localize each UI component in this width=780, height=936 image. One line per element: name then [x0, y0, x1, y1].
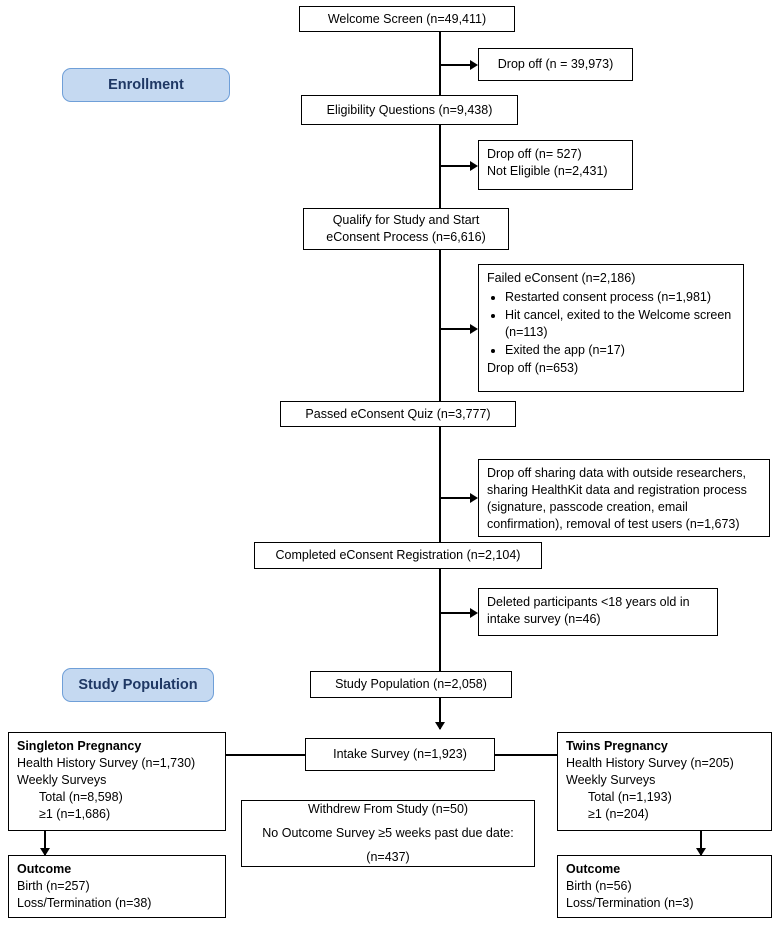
arrowhead-population-to-intake: [435, 722, 445, 730]
branch-dropoff2: [439, 165, 474, 167]
node-failed-econsent-title: Failed eConsent (n=2,186): [487, 271, 636, 285]
node-singleton-pregnancy-line-2: Weekly Surveys: [17, 772, 107, 787]
node-qualify-for-study-line-2: eConsent Process (n=6,616): [326, 230, 486, 244]
arrowhead-dropoff3: [470, 493, 478, 503]
node-deleted-participants-line-2: intake survey (n=46): [487, 611, 601, 626]
node-passed-econsent-quiz-text: Passed eConsent Quiz (n=3,777): [305, 406, 491, 421]
node-withdrew-line-1: Withdrew From Study (n=50): [307, 802, 469, 817]
node-outcome-singleton-title: Outcome: [17, 862, 72, 876]
stage-label-enrollment: [62, 68, 230, 102]
node-failed-econsent: [478, 264, 744, 392]
list-item: • Hit cancel, exited to the Welcome screen (n=113): [505, 307, 735, 341]
node-qualify-for-study-line-1: Qualify for Study and Start: [332, 213, 480, 228]
node-withdrew-from-study: [241, 800, 535, 867]
stage-label-study-population: [62, 668, 214, 702]
node-study-population: [310, 671, 512, 698]
arrowhead-dropoff1: [470, 60, 478, 70]
node-withdrew-line-2: No Outcome Survey ≥5 weeks past due date:: [262, 826, 514, 841]
node-twins-pregnancy-line-4: ≥1 (n=204): [588, 806, 649, 821]
connector-eligibility-to-qualify: [439, 125, 441, 211]
node-failed-econsent-footer: Drop off (n=653): [487, 361, 579, 376]
node-twins-pregnancy-line-2: Weekly Surveys: [566, 772, 656, 787]
node-completed-econsent-registration-text: Completed eConsent Registration (n=2,104): [275, 548, 521, 563]
branch-deleted-participants: [439, 612, 474, 614]
node-qualify-for-study: [303, 208, 509, 250]
node-dropoff-2: [478, 140, 633, 190]
branch-failed-econsent: [439, 328, 474, 330]
connector-intake-to-twins: [495, 754, 557, 756]
node-study-population-text: Study Population (n=2,058): [335, 677, 487, 692]
node-singleton-pregnancy: [8, 732, 226, 831]
node-dropoff-3-text: Drop off sharing data with outside researchers, sharing HealthKit data and registration process (signature, passcode creation, email confirmation), removal of test users (n=1,673): [487, 466, 747, 531]
node-twins-pregnancy-title: Twins Pregnancy: [566, 739, 668, 753]
node-twins-pregnancy-line-1: Health History Survey (n=205): [566, 755, 734, 770]
node-dropoff-1-text: Drop off (n = 39,973): [497, 57, 614, 72]
node-twins-pregnancy: [557, 732, 772, 831]
branch-dropoff3: [439, 497, 474, 499]
node-singleton-pregnancy-line-1: Health History Survey (n=1,730): [17, 755, 196, 770]
connector-completed-to-population: [439, 569, 441, 673]
node-dropoff-2-line-2: Not Eligible (n=2,431): [487, 163, 608, 178]
stage-label-enrollment-text: Enrollment: [108, 77, 184, 93]
node-singleton-pregnancy-line-4: ≥1 (n=1,686): [39, 806, 111, 821]
node-eligibility-questions: [301, 95, 518, 125]
connector-passed-to-completed: [439, 425, 441, 547]
list-item: • Restarted consent process (n=1,981): [505, 289, 735, 306]
stage-label-study-population-text: Study Population: [78, 677, 198, 693]
node-deleted-participants-line-1: Deleted participants <18 years old in: [487, 595, 690, 609]
connector-welcome-to-eligibility: [439, 31, 441, 105]
node-passed-econsent-quiz: [280, 401, 516, 427]
node-outcome-twins-line-2: Loss/Termination (n=3): [566, 895, 694, 910]
node-twins-pregnancy-line-3: Total (n=1,193): [588, 789, 672, 804]
arrowhead-failed-econsent: [470, 324, 478, 334]
branch-dropoff1: [439, 64, 474, 66]
node-outcome-singleton-line-2: Loss/Termination (n=38): [17, 895, 152, 910]
node-deleted-participants: [478, 588, 718, 636]
node-outcome-singleton: [8, 855, 226, 918]
node-intake-survey: [305, 738, 495, 771]
arrowhead-dropoff2: [470, 161, 478, 171]
connector-qualify-to-passed: [439, 249, 441, 401]
node-welcome-screen: [299, 6, 515, 32]
node-dropoff-3: [478, 459, 770, 537]
node-eligibility-questions-text: Eligibility Questions (n=9,438): [326, 102, 493, 117]
node-intake-survey-text: Intake Survey (n=1,923): [333, 747, 467, 762]
node-outcome-twins: [557, 855, 772, 918]
connector-intake-to-singleton: [226, 754, 306, 756]
node-singleton-pregnancy-line-3: Total (n=8,598): [39, 789, 123, 804]
node-dropoff-2-line-1: Drop off (n= 527): [487, 147, 582, 161]
node-completed-econsent-registration: [254, 542, 542, 569]
node-welcome-screen-text: Welcome Screen (n=49,411): [327, 11, 487, 26]
node-singleton-pregnancy-title: Singleton Pregnancy: [17, 739, 142, 753]
node-dropoff-1: [478, 48, 633, 81]
node-outcome-twins-title: Outcome: [566, 862, 621, 876]
list-item: • Exited the app (n=17): [505, 342, 735, 359]
node-withdrew-line-3: (n=437): [366, 849, 410, 864]
arrowhead-deleted-participants: [470, 608, 478, 618]
node-outcome-singleton-line-1: Birth (n=257): [17, 878, 90, 893]
node-failed-econsent-bullets: [487, 289, 735, 359]
node-outcome-twins-line-1: Birth (n=56): [566, 878, 632, 893]
